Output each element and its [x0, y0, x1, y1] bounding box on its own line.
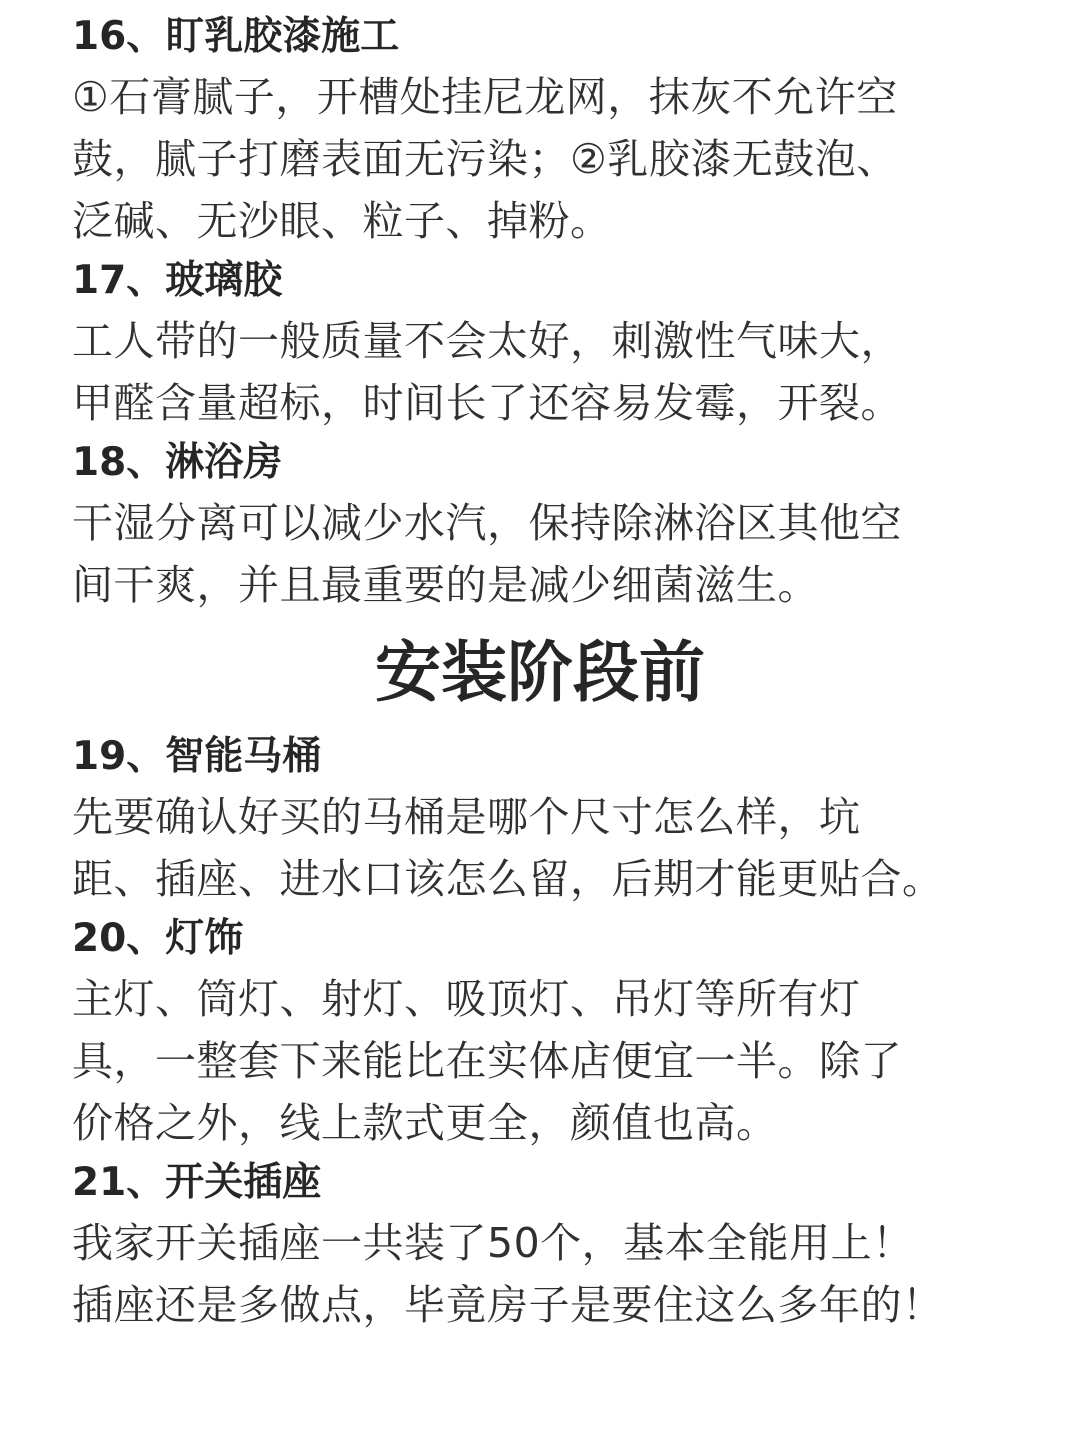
- item-text-line: 距、插座、进水口该怎么留，后期才能更贴合。: [72, 855, 944, 903]
- item-text-line: 主灯、筒灯、射灯、吸顶灯、吊灯等所有灯: [72, 975, 861, 1023]
- item-text-line: 价格之外，线上款式更全，颜值也高。: [72, 1099, 778, 1147]
- item-text-line: 泛碱、无沙眼、粒子、掉粉。: [72, 197, 612, 245]
- item-heading: 21、开关插座: [72, 1160, 322, 1205]
- item-20: [72, 910, 1080, 1154]
- item-heading: 16、盯乳胶漆施工: [72, 14, 400, 59]
- item-text-line: 先要确认好买的马桶是哪个尺寸怎么样，坑: [72, 793, 861, 841]
- item-text-line: 间干爽，并且最重要的是减少细菌滋生。: [72, 561, 819, 609]
- item-heading: 20、灯饰: [72, 916, 244, 961]
- section-title: 安装阶段前: [375, 634, 705, 711]
- item-text-line: 鼓，腻子打磨表面无污染；②乳胶漆无鼓泡、: [72, 135, 898, 183]
- item-heading: 18、淋浴房: [72, 440, 283, 485]
- item-19: [72, 728, 1080, 910]
- item-text-line: 具，一整套下来能比在实体店便宜一半。除了: [72, 1037, 902, 1085]
- item-16: [72, 8, 1080, 252]
- item-text-line: 干湿分离可以减少水汽，保持除淋浴区其他空: [72, 499, 902, 547]
- item-21: [72, 1154, 1080, 1336]
- item-text-line: 甲醛含量超标，时间长了还容易发霉，开裂。: [72, 379, 902, 427]
- item-text-line: 工人带的一般质量不会太好，刺激性气味大，: [72, 317, 902, 365]
- item-text-line: 插座还是多做点，毕竟房子是要住这么多年的！: [72, 1281, 944, 1329]
- item-17: [72, 252, 1080, 434]
- item-text-line: ①石膏腻子，开槽处挂尼龙网，抹灰不允许空: [72, 73, 898, 121]
- item-text-line: 我家开关插座一共装了50个，基本全能用上！: [72, 1219, 914, 1267]
- item-heading: 17、玻璃胶: [72, 258, 283, 303]
- item-heading: 19、智能马桶: [72, 734, 322, 779]
- item-18: [72, 434, 1080, 616]
